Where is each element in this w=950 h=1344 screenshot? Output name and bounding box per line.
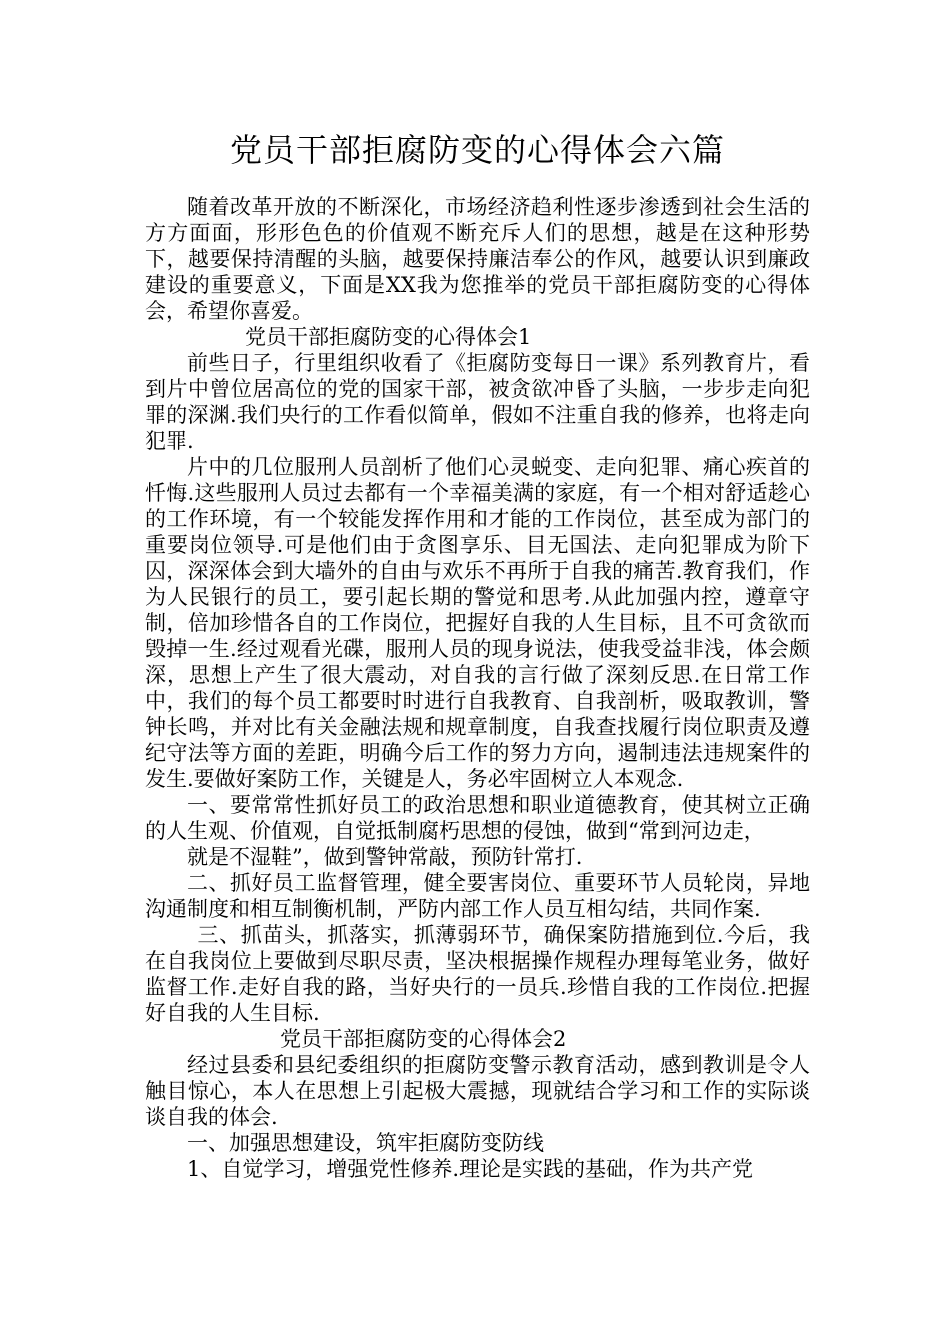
document-title: 党员干部拒腐防变的心得体会六篇 (229, 131, 725, 169)
section-2-paragraph-2: 一、加强思想建设，筑牢拒腐防变防线 (187, 1131, 544, 1155)
section-2-heading: 党员干部拒腐防变的心得体会2 (280, 1027, 567, 1051)
section-2-paragraph-1: 经过县委和县纪委组织的拒腐防变警示教育活动，感到教训是令人触目惊心，本人在思想上引起极大震撼，现就结合学习和工作的实际谈谈自我的体会. (145, 1053, 810, 1129)
section-1-paragraph-4: 就是不湿鞋”，做到警钟常敲，预防针常打. (187, 845, 583, 869)
section-1-paragraph-6: 三、抓苗头，抓落实，抓薄弱环节，确保案防措施到位.今后，我在自我岗位上要做到尽职尽责，坚决根据操作规程办理每笔业务，做好监督工作.走好自我的路，当好央行的一员兵.珍惜自我的工作岗位.把握好自我的人生目标. (145, 923, 810, 1025)
section-1-paragraph-1: 前些日子，行里组织收看了《拒腐防变每日一课》系列教育片，看到片中曾位居高位的党的国家干部，被贪欲冲昏了头脑，一步步走向犯罪的深渊.我们央行的工作看似简单，假如不注重自我的修养，也将走向犯罪. (145, 351, 810, 453)
intro-paragraph: 随着改革开放的不断深化，市场经济趋利性逐步渗透到社会生活的方方面面，形形色色的价值观不断充斥人们的思想，越是在这种形势下，越要保持清醒的头脑，越要保持廉洁奉公的作风，越要认识到廉政建设的重要意义，下面是XX我为您推举的党员干部拒腐防变的心得体会，希望你喜爱。 (145, 195, 810, 323)
section-1-paragraph-2: 片中的几位服刑人员剖析了他们心灵蜕变、走向犯罪、痛心疾首的忏悔.这些服刑人员过去都有一个幸福美满的家庭，有一个相对舒适趁心的工作环境，有一个较能发挥作用和才能的工作岗位，甚至成为部门的重要岗位领导.可是他们由于贪图享乐、目无国法、走向犯罪成为阶下囚，深深体会到大墙外的自由与欢乐不再所于自我的痛苦.教育我们，作为人民银行的员工，要引起长期的警觉和思考.从此加强内控，遵章守制，倍加珍惜各自的工作岗位，把握好自我的人生目标，且不可贪欲而毁掉一生.经过观看光碟，服刑人员的现身说法，使我受益非浅，体会颇深，思想上产生了很大震动，对自我的言行做了深刻反思.在日常工作中，我们的每个员工都要时时进行自我教育、自我剖析，吸取教训，警钟长鸣，并对比有关金融法规和规章制度，自我查找履行岗位职责及遵纪守法等方面的差距，明确今后工作的努力方向，遏制违法违规案件的发生.要做好案防工作，关键是人，务必牢固树立人本观念. (145, 455, 810, 791)
section-1-paragraph-3: 一、要常常性抓好员工的政治思想和职业道德教育，使其树立正确的人生观、价值观，自觉抵制腐朽思想的侵蚀，做到“常到河边走， (145, 793, 810, 843)
section-1-heading: 党员干部拒腐防变的心得体会1 (245, 325, 532, 349)
section-1-paragraph-5: 二、抓好员工监督管理，健全要害岗位、重要环节人员轮岗，异地沟通制度和相互制衡机制，严防内部工作人员互相勾结，共同作案. (145, 871, 810, 921)
section-2-paragraph-3: 1、自觉学习，增强党性修养.理论是实践的基础，作为共产党 (187, 1157, 754, 1181)
document-page (145, 128, 810, 1182)
